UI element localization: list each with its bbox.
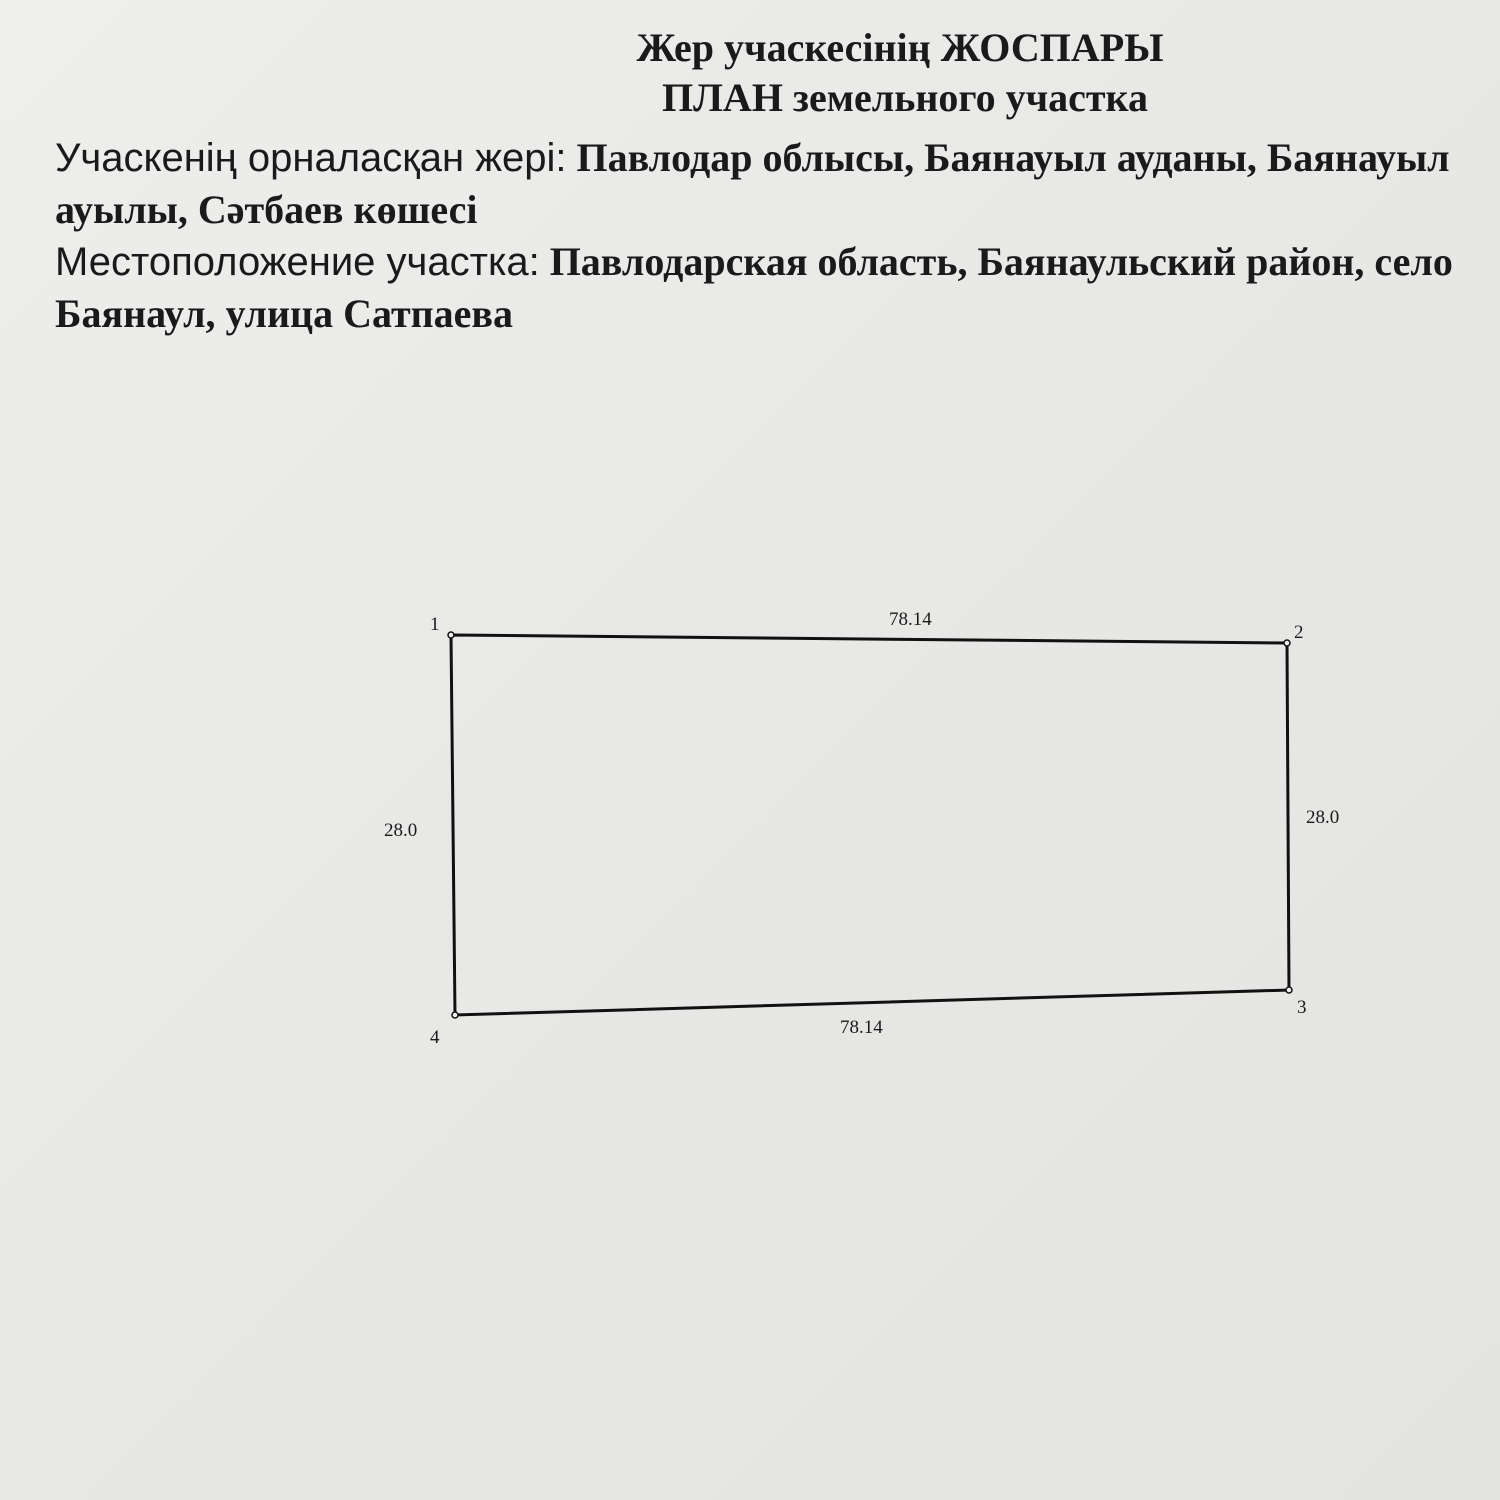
side-length-left: 28.0 <box>384 820 418 841</box>
vertex-label-4: 4 <box>430 1027 440 1048</box>
vertex-marker-3 <box>1286 987 1292 993</box>
location-kz-label: Учаскенің орналасқан жері: <box>55 136 567 180</box>
vertex-marker-1 <box>448 632 454 638</box>
plot-boundary <box>451 635 1289 1015</box>
vertex-label-1: 1 <box>430 614 440 635</box>
vertex-label-3: 3 <box>1297 997 1307 1018</box>
plan-title-ru: ПЛАН земельного участка <box>662 75 1148 120</box>
vertex-label-2: 2 <box>1294 622 1304 643</box>
location-ru-value: Павлодарская область, Баянаульский район, село Баянаул, улица Сатпаева <box>55 239 1453 336</box>
location-kz-value: Павлодар облысы, Баянауыл ауданы, Баянауыл ауылы, Сәтбаев көшесі <box>55 135 1450 232</box>
side-length-right: 28.0 <box>1306 807 1340 828</box>
vertex-marker-2 <box>1284 640 1290 646</box>
location-ru-label: Местоположение участка: <box>55 240 540 284</box>
side-length-bottom: 78.14 <box>840 1017 883 1038</box>
vertex-marker-4 <box>452 1012 458 1018</box>
side-length-top: 78.14 <box>889 609 932 630</box>
plan-title-kz: Жер учаскесінің ЖОСПАРЫ <box>636 25 1164 70</box>
